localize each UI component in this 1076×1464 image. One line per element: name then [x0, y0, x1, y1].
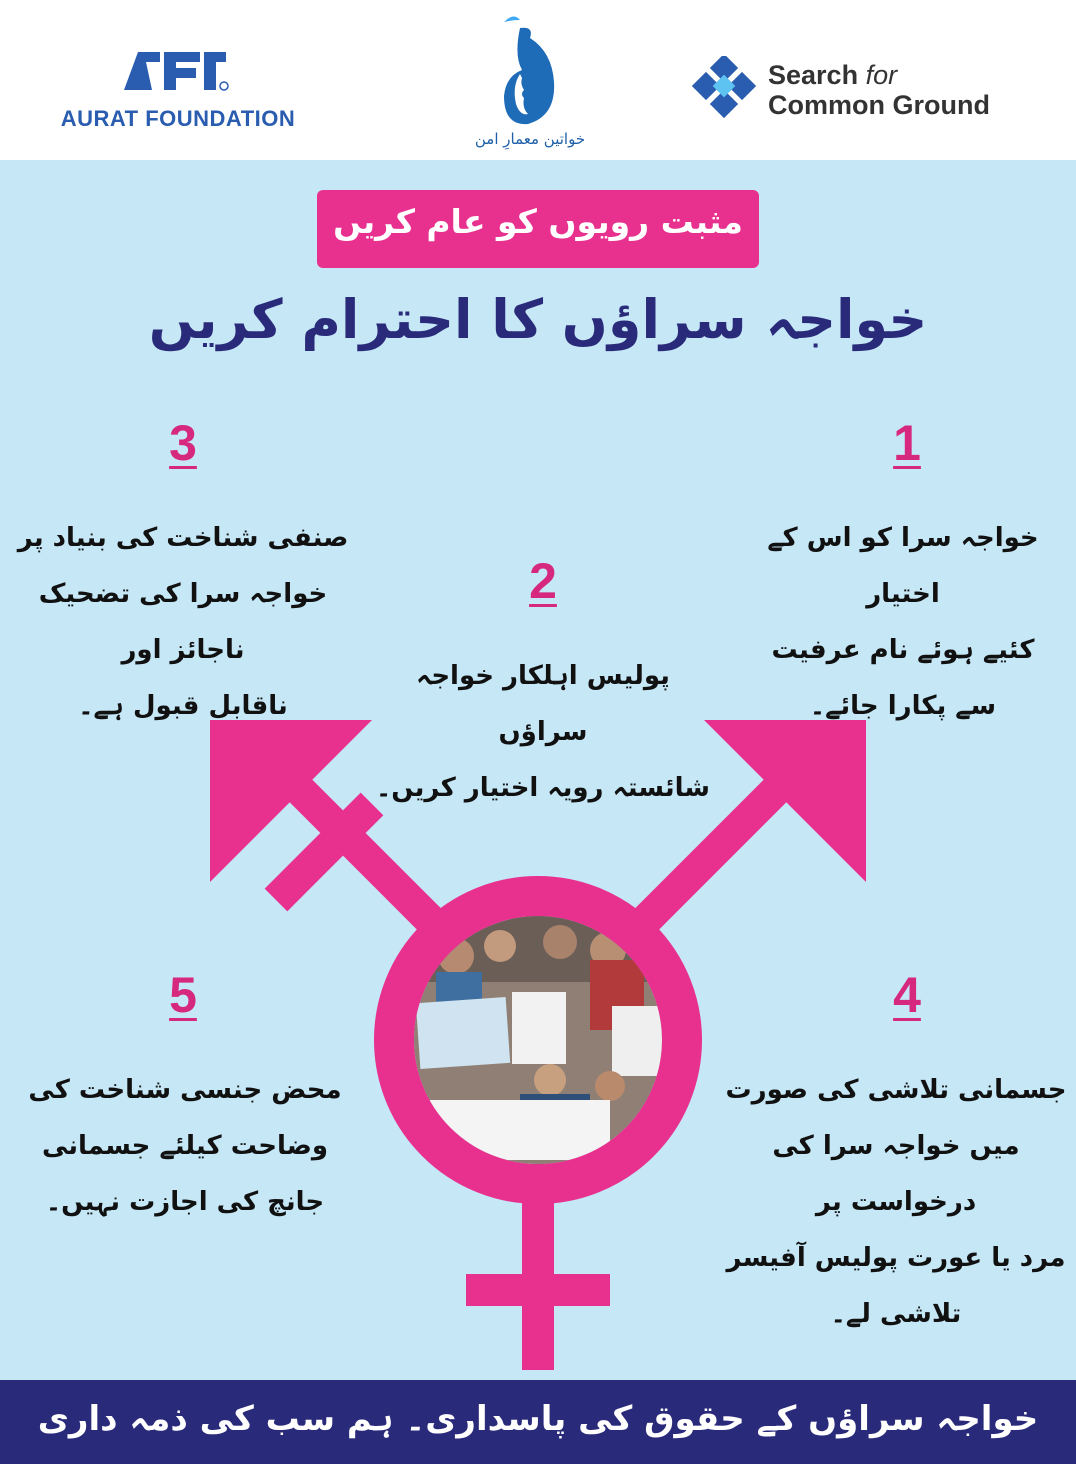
sfcg-word-search: Search	[768, 60, 866, 90]
point-2-number: 2	[529, 553, 557, 609]
point-4-text: جسمانی تلاشی کی صورت میں خواجہ سرا کی درخواست پر مرد یا عورت پولیس آفیسر تلاشی لے۔	[725, 1075, 1067, 1329]
banner	[317, 190, 759, 268]
logo-header	[0, 0, 1076, 160]
point-1-number: 1	[893, 415, 921, 471]
content-panel	[0, 160, 1076, 1380]
footer-slogan: خواجہ سراؤں کے حقوق کی پاسداری۔ ہم سب کی ذمہ داری	[37, 1399, 1039, 1439]
sfcg-name-line-2: Common Ground	[768, 90, 990, 120]
footer-bar	[0, 1380, 1076, 1464]
aurat-foundation-logo-icon	[120, 46, 230, 94]
search-for-common-ground-logo-icon	[690, 56, 760, 126]
khawateen-logo	[474, 12, 586, 158]
point-1-text: خواجہ سرا کو اس کے اختیار کئیے ہوئے نام عرفیت سے پکارا جائے۔	[767, 523, 1039, 721]
sfcg-name-line-1	[768, 60, 897, 91]
aurat-foundation-name: AURAT FOUNDATION	[60, 106, 296, 131]
khawateen-logo-caption: خواتین معمارِ امن	[474, 130, 586, 148]
point-5-text: محض جنسی شناخت کی وضاحت کیلئے جسمانی جانچ کی اجازت نہیں۔	[28, 1075, 342, 1217]
khawateen-memar-e-aman-logo-icon	[490, 12, 570, 130]
point-3-text: صنفی شناخت کی بنیاد پر خواجہ سرا کی تضحیک ناجائز اور ناقابل قبول ہے۔	[17, 523, 349, 721]
point-4-number: 4	[893, 967, 921, 1023]
aurat-foundation-logo	[38, 46, 318, 138]
page-title: خواجہ سراؤں کا احترام کریں	[148, 288, 928, 351]
point-2-text: پولیس اہلکار خواجہ سراؤں شائستہ رویہ اختیار کریں۔	[376, 661, 710, 803]
search-for-common-ground-logo	[690, 56, 1030, 132]
point-3-number: 3	[169, 415, 197, 471]
sfcg-word-for: for	[865, 60, 898, 90]
banner-text: مثبت رویوں کو عام کریں	[333, 202, 743, 241]
point-5-number: 5	[169, 967, 197, 1023]
